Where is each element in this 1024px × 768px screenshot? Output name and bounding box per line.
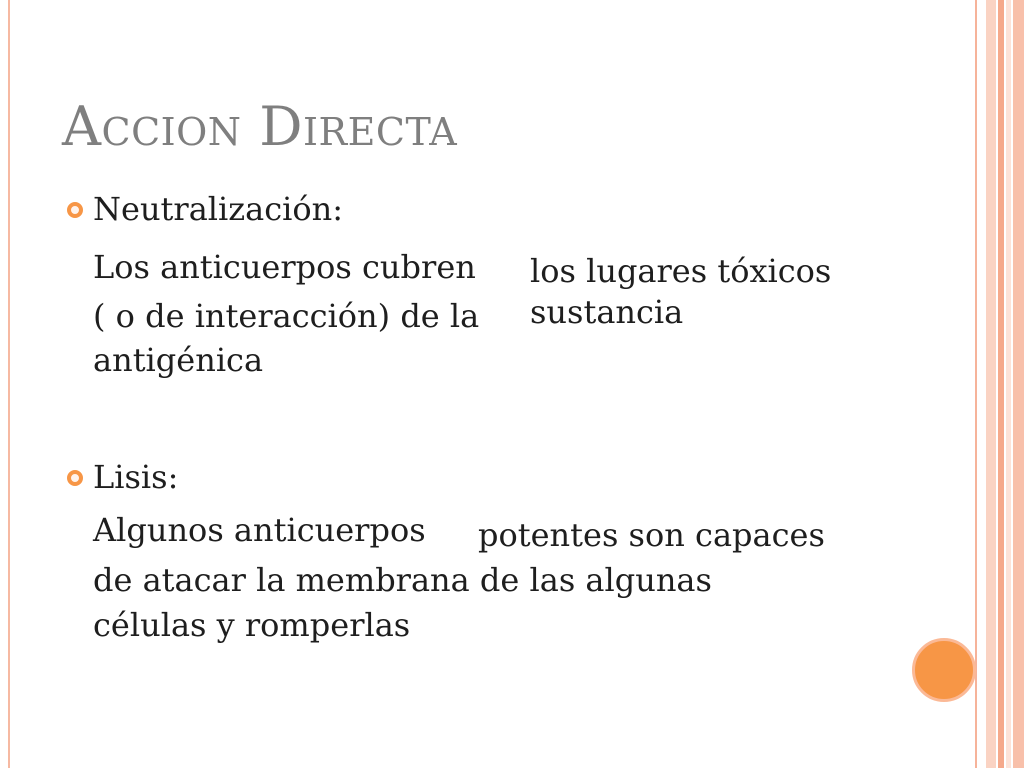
body-text-line: ( o de interacción) de la [93, 297, 480, 335]
slide-title: Accion Directa [62, 95, 458, 158]
body-text-line: los lugares tóxicos [530, 252, 832, 290]
body-text-line: Algunos anticuerpos [93, 511, 426, 549]
body-text-line: células y romperlas [93, 606, 411, 644]
section-heading: Neutralización: [93, 190, 343, 228]
right-frame-stripe [998, 0, 1004, 768]
left-frame-line [8, 0, 10, 768]
right-frame-stripe [986, 0, 996, 768]
bullet-icon [67, 470, 83, 486]
section-heading: Lisis: [93, 458, 179, 496]
body-text-line: potentes son capaces [478, 516, 825, 554]
body-text-line: sustancia [530, 293, 684, 331]
body-text-line: antigénica [93, 341, 264, 379]
right-frame-stripe [1006, 0, 1011, 768]
bullet-icon [67, 202, 83, 218]
body-text-line: de atacar la membrana de las algunas [93, 561, 712, 599]
right-frame-line [975, 0, 977, 768]
right-frame-stripe [1013, 0, 1024, 768]
orange-circle-icon [912, 638, 976, 702]
body-text-line: Los anticuerpos cubren [93, 248, 476, 286]
